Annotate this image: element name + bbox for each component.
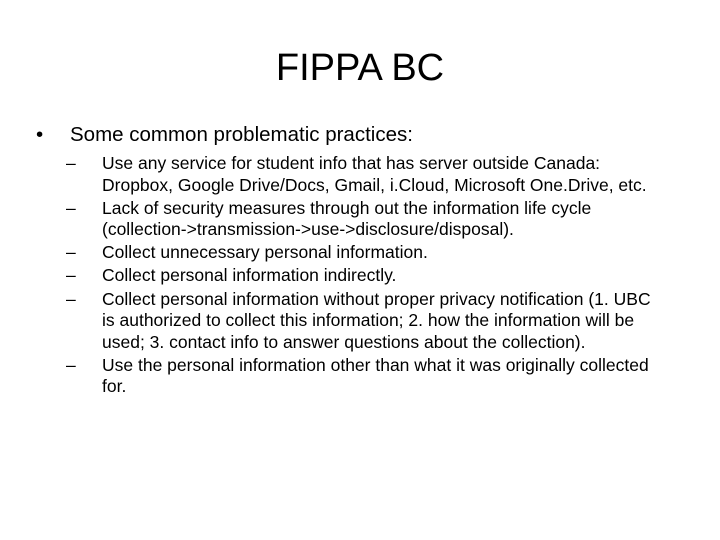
sub-bullet-text: Use the personal information other than what it was originally collected for.: [102, 354, 649, 397]
sub-bullet-item: [66, 355, 664, 398]
sub-bullet-item: [66, 153, 664, 196]
dash-marker: –: [66, 153, 76, 173]
main-bullet-text: Some common problematic practices:: [70, 123, 413, 146]
slide-title: FIPPA BC: [275, 47, 445, 89]
slide-content: [36, 122, 696, 400]
dash-marker: –: [66, 354, 76, 375]
sub-bullet-text: Lack of security measures through out the information life cycle (collection->transmission->use->disclosure/disposal).: [102, 197, 592, 240]
sub-bullet-text: Collect personal information indirectly.: [102, 265, 397, 286]
bullet-marker: •: [36, 123, 44, 146]
sub-bullet-list: [66, 153, 664, 398]
dash-marker: –: [66, 288, 76, 309]
dash-marker: –: [66, 265, 76, 286]
sub-bullet-item: [66, 289, 664, 354]
sub-bullet-text: Collect personal information without proper privacy notification (1. UBC is authorized to collect this information; 2. how the information will be used; 3. contact info to answer questions about the collection).: [102, 288, 651, 352]
sub-bullet-item: [66, 198, 664, 241]
sub-bullet-item: [66, 242, 664, 264]
sub-bullet-text: Collect unnecessary personal information.: [102, 242, 428, 263]
dash-marker: –: [66, 242, 76, 263]
sub-bullet-text: Use any service for student info that has server outside Canada: Dropbox, Google Drive/Docs, Gmail, i.Cloud, Microsoft One.Drive, etc.: [102, 153, 647, 195]
main-bullet: [36, 122, 696, 148]
dash-marker: –: [66, 197, 76, 218]
sub-bullet-item: [66, 265, 664, 287]
